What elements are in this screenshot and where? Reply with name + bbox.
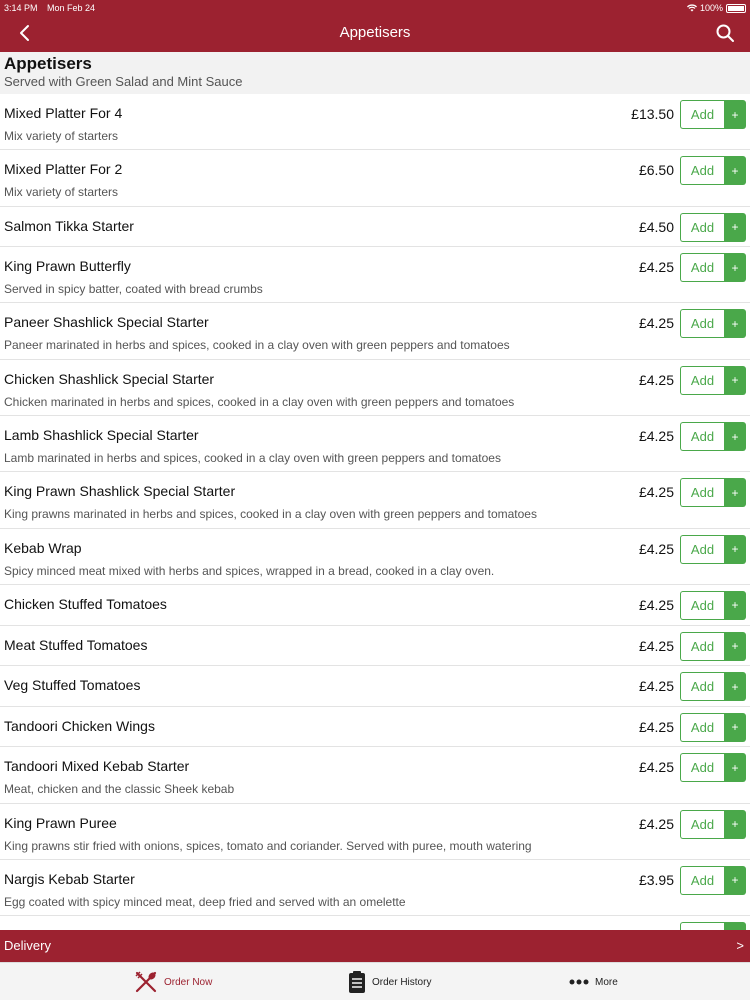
tab-bar — [0, 962, 750, 1000]
item-name: Veg Stuffed Tomatoes — [4, 677, 141, 694]
item-description: King prawns marinated in herbs and spices, cooked in a clay oven with green peppers and tomatoes — [4, 507, 537, 522]
add-button-label: Add — [680, 535, 724, 564]
more-dots-icon — [569, 978, 589, 986]
plus-icon: + — [724, 253, 746, 282]
delivery-bar[interactable] — [0, 930, 750, 962]
item-name: Chicken Shashlick Special Starter — [4, 370, 215, 387]
menu-item[interactable] — [0, 626, 750, 667]
item-name: Nargis Kebab Starter — [4, 870, 135, 887]
item-price: £13.50 — [631, 106, 674, 122]
add-to-cart-button[interactable] — [680, 422, 746, 451]
add-to-cart-button[interactable] — [680, 535, 746, 564]
item-price: £4.25 — [638, 596, 674, 613]
add-button-label: Add — [680, 478, 724, 507]
item-price: £4.25 — [638, 484, 674, 501]
item-price: £3.95 — [638, 871, 674, 888]
add-button-label: Add — [680, 810, 724, 839]
plus-icon: + — [724, 810, 746, 839]
item-description: Meat, chicken and the classic Sheek kebab — [4, 782, 235, 797]
plus-icon: + — [724, 100, 746, 129]
fork-knife-icon — [134, 970, 158, 994]
menu-item[interactable] — [0, 360, 750, 416]
item-name: King Prawn Puree — [4, 814, 117, 831]
add-to-cart-button[interactable] — [680, 632, 746, 661]
item-price: £4.25 — [638, 815, 674, 832]
add-to-cart-button[interactable] — [680, 100, 746, 129]
tab-more[interactable] — [569, 963, 618, 1001]
add-button-label: Add — [680, 672, 724, 701]
item-name: Kebab Wrap — [4, 539, 82, 556]
page-title: Appetisers — [339, 24, 411, 41]
plus-icon: + — [724, 632, 746, 661]
search-button[interactable] — [714, 22, 736, 44]
add-button-label: Add — [680, 422, 724, 451]
clipboard-icon — [348, 970, 366, 994]
item-price: £4.25 — [638, 678, 674, 695]
item-description: King prawns stir fried with onions, spices, tomato and coriander. Served with puree, mouth watering — [4, 838, 532, 853]
item-description: Egg coated with spicy minced meat, deep fried and served with an omelette — [4, 894, 406, 909]
add-to-cart-button[interactable] — [680, 253, 746, 282]
item-price: £4.50 — [638, 218, 674, 235]
add-to-cart-button[interactable] — [680, 866, 746, 895]
menu-item[interactable] — [0, 416, 750, 472]
add-button-label: Add — [680, 253, 724, 282]
add-to-cart-button[interactable] — [680, 810, 746, 839]
add-button-label: Add — [680, 632, 724, 661]
item-description: Mix variety of starters — [4, 129, 119, 143]
item-price: £4.25 — [638, 315, 674, 332]
add-to-cart-button[interactable] — [680, 478, 746, 507]
item-description: Chicken marinated in herbs and spices, cooked in a clay oven with green peppers and tomatoes — [4, 394, 515, 409]
menu-item[interactable] — [0, 472, 750, 528]
battery-percent: 100% — [699, 3, 723, 13]
item-price: £4.25 — [638, 259, 674, 276]
item-price: £4.25 — [638, 718, 674, 735]
add-button-label: Add — [680, 213, 724, 242]
add-to-cart-button[interactable] — [680, 591, 746, 620]
item-description: Spicy minced meat mixed with herbs and spices, wrapped in a bread, cooked in a clay oven. — [4, 563, 495, 578]
add-to-cart-button[interactable] — [680, 713, 746, 742]
plus-icon: + — [724, 213, 746, 242]
item-description: Paneer marinated in herbs and spices, cooked in a clay oven with green peppers and tomatoes — [4, 338, 510, 353]
add-to-cart-button[interactable] — [680, 213, 746, 242]
add-button-label: Add — [680, 713, 724, 742]
tab-order-history-label: Order History — [372, 976, 432, 988]
item-name: Tandoori Chicken Wings — [4, 717, 155, 734]
plus-icon: + — [724, 309, 746, 338]
menu-item[interactable] — [0, 207, 750, 248]
plus-icon: + — [724, 422, 746, 451]
add-to-cart-button[interactable] — [680, 672, 746, 701]
menu-item[interactable] — [0, 94, 750, 150]
status-bar — [0, 2, 750, 14]
plus-icon: + — [724, 713, 746, 742]
item-price: £4.25 — [638, 428, 674, 445]
add-button-label: Add — [680, 866, 724, 895]
tab-order-now[interactable] — [134, 963, 212, 1001]
chevron-right-icon: > — [736, 938, 744, 953]
item-price: £4.25 — [638, 371, 674, 388]
add-to-cart-button[interactable] — [680, 753, 746, 782]
plus-icon: + — [724, 535, 746, 564]
plus-icon: + — [724, 156, 746, 185]
add-to-cart-button[interactable] — [680, 309, 746, 338]
menu-item[interactable] — [0, 707, 750, 748]
add-button-label: Add — [680, 753, 724, 782]
item-name: King Prawn Shashlick Special Starter — [4, 483, 236, 500]
item-name: Tandoori Mixed Kebab Starter — [4, 758, 190, 775]
category-header — [0, 52, 750, 94]
tab-order-history[interactable] — [348, 963, 431, 1001]
item-price: £6.50 — [638, 162, 674, 179]
item-name: King Prawn Butterfly — [4, 258, 131, 275]
add-button-label: Add — [680, 591, 724, 620]
plus-icon: + — [724, 591, 746, 620]
item-name: Chicken Stuffed Tomatoes — [4, 595, 167, 612]
menu-item[interactable] — [0, 860, 750, 916]
status-time: 3:14 PM — [4, 3, 38, 13]
tab-order-now-label: Order Now — [164, 976, 213, 988]
item-description: Lamb marinated in herbs and spices, cooked in a clay oven with green peppers and tomatoes — [4, 451, 501, 466]
add-to-cart-button[interactable] — [680, 156, 746, 185]
item-price: £4.25 — [638, 759, 674, 776]
top-bar — [0, 0, 750, 52]
menu-list[interactable] — [0, 94, 750, 930]
add-button-label: Add — [680, 156, 724, 185]
battery-icon — [726, 4, 746, 13]
menu-item[interactable] — [0, 150, 750, 206]
menu-item[interactable] — [0, 804, 750, 860]
add-button-label: Add — [680, 309, 724, 338]
item-name: Mixed Platter For 2 — [4, 161, 123, 178]
tab-more-label: More — [595, 976, 618, 988]
menu-item[interactable] — [0, 585, 750, 626]
menu-item[interactable] — [0, 747, 750, 803]
plus-icon: + — [724, 366, 746, 395]
delivery-label: Delivery — [4, 938, 51, 953]
add-button-label: Add — [680, 100, 724, 129]
category-title: Appetisers — [4, 54, 92, 73]
item-name: Lamb Shashlick Special Starter — [4, 427, 199, 444]
item-name: Mixed Platter For 4 — [4, 105, 123, 121]
menu-item[interactable] — [0, 666, 750, 707]
plus-icon: + — [724, 672, 746, 701]
plus-icon: + — [724, 866, 746, 895]
item-description: Mix variety of starters — [4, 185, 119, 200]
item-price: £4.25 — [638, 540, 674, 557]
category-subtitle: Served with Green Salad and Mint Sauce — [4, 74, 243, 89]
item-name: Meat Stuffed Tomatoes — [4, 636, 148, 653]
search-icon — [714, 22, 736, 44]
item-name: Salmon Tikka Starter — [4, 217, 134, 234]
plus-icon: + — [724, 753, 746, 782]
wifi-icon — [687, 4, 697, 12]
status-right — [687, 2, 746, 14]
plus-icon: + — [724, 478, 746, 507]
add-to-cart-button[interactable] — [680, 366, 746, 395]
item-name: Paneer Shashlick Special Starter — [4, 314, 209, 331]
menu-item[interactable] — [0, 303, 750, 359]
add-button-label: Add — [680, 366, 724, 395]
item-description: Served in spicy batter, coated with bread crumbs — [4, 282, 263, 297]
menu-item[interactable] — [0, 247, 750, 303]
menu-item[interactable] — [0, 529, 750, 585]
status-date: Mon Feb 24 — [47, 3, 96, 13]
item-price: £4.25 — [638, 637, 674, 654]
